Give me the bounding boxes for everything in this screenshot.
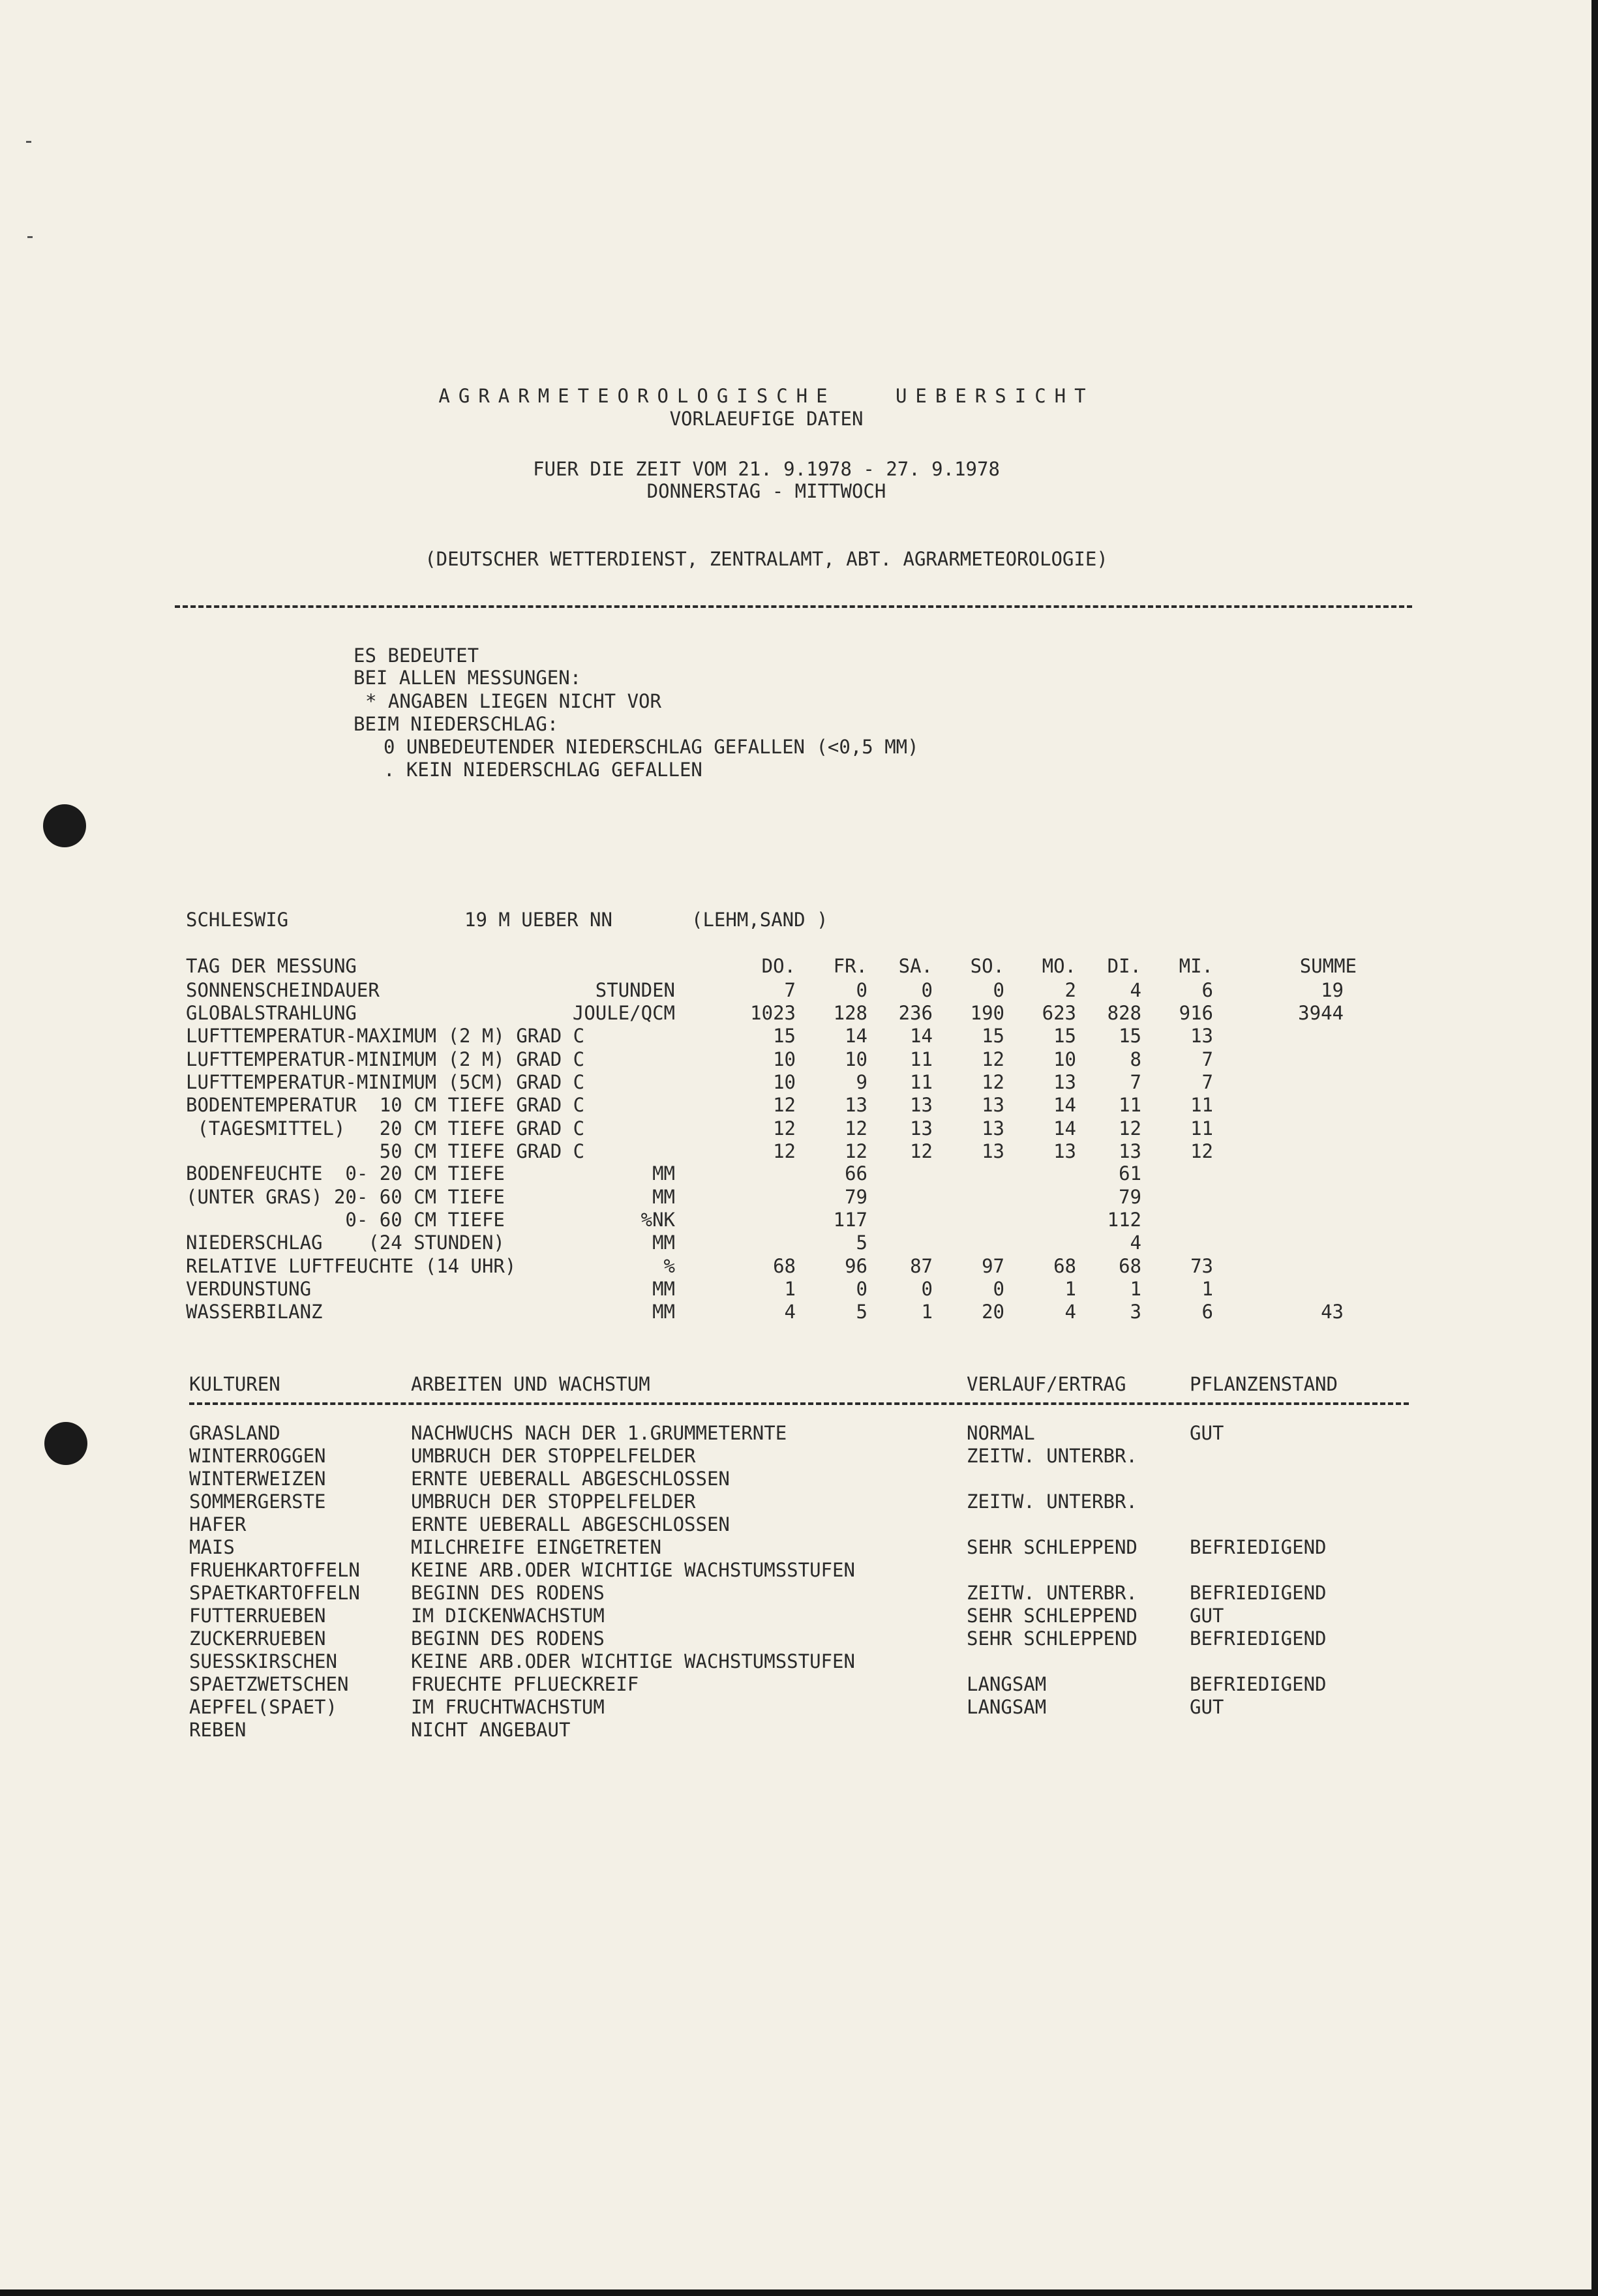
crop-work: ERNTE UEBERALL ABGESCHLOSSEN <box>411 1468 730 1490</box>
crop-name: WINTERROGGEN <box>189 1445 326 1467</box>
crop-name: AEPFEL(SPAET) <box>189 1696 337 1718</box>
crop-name: HAFER <box>189 1513 247 1535</box>
row-label: LUFTTEMPERATUR-MINIMUM (5CM) GRAD C <box>186 1071 585 1093</box>
crop-name: WINTERWEIZEN <box>189 1468 326 1490</box>
report-weekdays: DONNERSTAG - MITTWOCH <box>646 480 886 502</box>
crop-name: ZUCKERRUEBEN <box>189 1627 326 1650</box>
crop-state: BEFRIEDIGEND <box>1190 1536 1327 1558</box>
row-unit: MM <box>652 1162 675 1185</box>
day-header: SA. <box>898 955 933 977</box>
crop-name: SOMMERGERSTE <box>189 1490 326 1513</box>
cell: 13 <box>1119 1140 1141 1162</box>
crop-progress: SEHR SCHLEPPEND <box>967 1536 1138 1558</box>
crop-work: IM FRUCHTWACHSTUM <box>411 1696 605 1718</box>
cell: 9 <box>856 1071 867 1093</box>
day-header: MI. <box>1179 955 1213 977</box>
cell: 13 <box>982 1140 1004 1162</box>
row-unit: JOULE/QCM <box>572 1002 675 1024</box>
cell: 79 <box>1119 1186 1141 1208</box>
crop-work: MILCHREIFE EINGETRETEN <box>411 1536 662 1558</box>
cell: 66 <box>845 1162 867 1185</box>
cell: 3 <box>1130 1301 1141 1323</box>
crop-name: SPAETKARTOFFELN <box>189 1582 360 1604</box>
cell: 15 <box>1119 1025 1141 1047</box>
cell: 117 <box>833 1209 867 1231</box>
cell: 12 <box>845 1140 867 1162</box>
cell: 5 <box>856 1231 867 1254</box>
crops-header-state: PFLANZENSTAND <box>1190 1373 1338 1395</box>
crop-work: BEGINN DES RODENS <box>411 1582 605 1604</box>
legend-line: . KEIN NIEDERSCHLAG GEFALLEN <box>384 759 702 781</box>
table-header-label: TAG DER MESSUNG <box>186 955 357 977</box>
cell: 12 <box>982 1048 1004 1070</box>
cell: 0 <box>921 1278 933 1300</box>
cell: 1 <box>784 1278 796 1300</box>
cell: 68 <box>773 1255 796 1277</box>
cell: 11 <box>1190 1117 1213 1140</box>
cell: 12 <box>910 1140 933 1162</box>
crop-work: UMBRUCH DER STOPPELFELDER <box>411 1445 696 1467</box>
legend-line: 0 UNBEDEUTENDER NIEDERSCHLAG GEFALLEN (<0,5 MM) <box>384 736 919 758</box>
cell: 79 <box>845 1186 867 1208</box>
cell: 12 <box>773 1140 796 1162</box>
row-label: LUFTTEMPERATUR-MAXIMUM (2 M) GRAD C <box>186 1025 585 1047</box>
cell: 0 <box>856 979 867 1001</box>
row-label: VERDUNSTUNG <box>186 1278 312 1300</box>
cell: 12 <box>982 1071 1004 1093</box>
crop-name: FRUEHKARTOFFELN <box>189 1559 360 1581</box>
cell: 11 <box>910 1071 933 1093</box>
row-label: NIEDERSCHLAG (24 STUNDEN) <box>186 1231 505 1254</box>
row-label: RELATIVE LUFTFEUCHTE (14 UHR) <box>186 1255 517 1277</box>
legend-line: ES BEDEUTET <box>354 644 479 667</box>
row-label: BODENFEUCHTE 0- 20 CM TIEFE <box>186 1162 505 1185</box>
crops-header-progress: VERLAUF/ERTRAG <box>967 1373 1126 1395</box>
day-header: FR. <box>833 955 867 977</box>
cell: 1 <box>1064 1278 1076 1300</box>
cell: 68 <box>1053 1255 1076 1277</box>
cell: 12 <box>773 1094 796 1116</box>
crops-header-work: ARBEITEN UND WACHSTUM <box>411 1373 650 1395</box>
row-unit: %NK <box>641 1209 675 1231</box>
crop-work: UMBRUCH DER STOPPELFELDER <box>411 1490 696 1513</box>
punch-hole-top <box>43 804 86 847</box>
row-label: SONNENSCHEINDAUER <box>186 979 380 1001</box>
cell: 0 <box>993 979 1004 1001</box>
row-unit: MM <box>652 1186 675 1208</box>
cell: 10 <box>773 1048 796 1070</box>
crop-state: GUT <box>1190 1696 1224 1718</box>
crop-progress: NORMAL <box>967 1422 1035 1444</box>
crop-progress: LANGSAM <box>967 1673 1047 1695</box>
cell: 236 <box>898 1002 933 1024</box>
day-header: DO. <box>761 955 796 977</box>
divider <box>175 605 1412 608</box>
row-label: 50 CM TIEFE GRAD C <box>186 1140 585 1162</box>
row-label: GLOBALSTRAHLUNG <box>186 1002 357 1024</box>
cell: 4 <box>1064 1301 1076 1323</box>
cell: 6 <box>1201 1301 1213 1323</box>
cell: 68 <box>1119 1255 1141 1277</box>
cell: 15 <box>982 1025 1004 1047</box>
crop-work: NICHT ANGEBAUT <box>411 1719 571 1741</box>
crop-name: GRASLAND <box>189 1422 280 1444</box>
cell-sum: 43 <box>1321 1301 1344 1323</box>
station-soil: (LEHM,SAND ) <box>691 909 828 931</box>
crop-work: NACHWUCHS NACH DER 1.GRUMMETERNTE <box>411 1422 787 1444</box>
crop-state: BEFRIEDIGEND <box>1190 1582 1327 1604</box>
cell: 4 <box>1130 979 1141 1001</box>
crop-name: SPAETZWETSCHEN <box>189 1673 349 1695</box>
crop-state: GUT <box>1190 1422 1224 1444</box>
cell: 128 <box>833 1002 867 1024</box>
cell: 96 <box>845 1255 867 1277</box>
crop-state: BEFRIEDIGEND <box>1190 1673 1327 1695</box>
cell: 11 <box>1190 1094 1213 1116</box>
cell-sum: 3944 <box>1298 1002 1344 1024</box>
row-label: BODENTEMPERATUR 10 CM TIEFE GRAD C <box>186 1094 585 1116</box>
crop-progress: SEHR SCHLEPPEND <box>967 1605 1138 1627</box>
cell: 15 <box>1053 1025 1076 1047</box>
row-unit: MM <box>652 1231 675 1254</box>
cell: 0 <box>993 1278 1004 1300</box>
crop-work: ERNTE UEBERALL ABGESCHLOSSEN <box>411 1513 730 1535</box>
cell: 13 <box>1053 1140 1076 1162</box>
cell: 10 <box>1053 1048 1076 1070</box>
cell: 623 <box>1042 1002 1076 1024</box>
cell: 13 <box>982 1117 1004 1140</box>
divider <box>189 1402 1409 1405</box>
crop-name: REBEN <box>189 1719 247 1741</box>
cell: 20 <box>982 1301 1004 1323</box>
cell: 7 <box>1130 1071 1141 1093</box>
crop-progress: LANGSAM <box>967 1696 1047 1718</box>
crop-work: FRUECHTE PFLUECKREIF <box>411 1673 639 1695</box>
day-header: DI. <box>1107 955 1141 977</box>
punch-hole-bottom <box>44 1422 87 1465</box>
cell: 73 <box>1190 1255 1213 1277</box>
cell: 14 <box>845 1025 867 1047</box>
station-name: SCHLESWIG <box>186 909 289 931</box>
legend-line: * ANGABEN LIEGEN NICHT VOR <box>365 690 661 712</box>
cell: 112 <box>1107 1209 1141 1231</box>
day-header: MO. <box>1042 955 1076 977</box>
cell-sum: 19 <box>1321 979 1344 1001</box>
legend-line: BEI ALLEN MESSUNGEN: <box>354 667 582 689</box>
cell: 87 <box>910 1255 933 1277</box>
row-label: (UNTER GRAS) 20- 60 CM TIEFE <box>186 1186 505 1208</box>
crop-name: MAIS <box>189 1536 235 1558</box>
cell: 4 <box>784 1301 796 1323</box>
crop-progress: ZEITW. UNTERBR. <box>967 1445 1138 1467</box>
cell: 10 <box>773 1071 796 1093</box>
cell: 190 <box>970 1002 1004 1024</box>
cell: 14 <box>1053 1117 1076 1140</box>
crop-name: SUESSKIRSCHEN <box>189 1650 337 1672</box>
crop-progress: ZEITW. UNTERBR. <box>967 1582 1138 1604</box>
row-unit: STUNDEN <box>595 979 675 1001</box>
cell: 12 <box>1190 1140 1213 1162</box>
cell: 6 <box>1201 979 1213 1001</box>
speck <box>27 236 33 238</box>
cell: 14 <box>1053 1094 1076 1116</box>
day-header: SO. <box>970 955 1004 977</box>
row-unit: MM <box>652 1278 675 1300</box>
crop-progress: ZEITW. UNTERBR. <box>967 1490 1138 1513</box>
crops-header-culture: KULTUREN <box>189 1373 280 1395</box>
cell: 61 <box>1119 1162 1141 1185</box>
cell: 97 <box>982 1255 1004 1277</box>
report-title: AGRARMETEOROLOGISCHE UEBERSICHT <box>438 385 1094 407</box>
legend-line: BEIM NIEDERSCHLAG: <box>354 713 559 735</box>
cell: 13 <box>982 1094 1004 1116</box>
cell: 15 <box>773 1025 796 1047</box>
cell: 1 <box>1130 1278 1141 1300</box>
crop-name: FUTTERRUEBEN <box>189 1605 326 1627</box>
row-label: WASSERBILANZ <box>186 1301 323 1323</box>
cell: 12 <box>773 1117 796 1140</box>
cell: 11 <box>910 1048 933 1070</box>
cell: 11 <box>1119 1094 1141 1116</box>
cell: 7 <box>784 979 796 1001</box>
cell: 0 <box>921 979 933 1001</box>
crop-work: KEINE ARB.ODER WICHTIGE WACHSTUMSSTUFEN <box>411 1650 855 1672</box>
report-source: (DEUTSCHER WETTERDIENST, ZENTRALAMT, ABT. AGRARMETEOROLOGIE) <box>425 548 1108 570</box>
cell: 828 <box>1107 1002 1141 1024</box>
cell: 916 <box>1179 1002 1213 1024</box>
sum-header: SUMME <box>1299 955 1357 977</box>
report-subtitle: VORLAEUFIGE DATEN <box>669 408 864 430</box>
row-label: (TAGESMITTEL) 20 CM TIEFE GRAD C <box>186 1117 585 1140</box>
report-period: FUER DIE ZEIT VOM 21. 9.1978 - 27. 9.1978 <box>533 458 1000 480</box>
row-label: 0- 60 CM TIEFE <box>186 1209 505 1231</box>
cell: 7 <box>1201 1071 1213 1093</box>
cell: 10 <box>845 1048 867 1070</box>
cell: 5 <box>856 1301 867 1323</box>
cell: 8 <box>1130 1048 1141 1070</box>
crop-work: KEINE ARB.ODER WICHTIGE WACHSTUMSSTUFEN <box>411 1559 855 1581</box>
cell: 13 <box>910 1094 933 1116</box>
row-unit: % <box>663 1255 675 1277</box>
crop-work: BEGINN DES RODENS <box>411 1627 605 1650</box>
cell: 13 <box>1053 1071 1076 1093</box>
cell: 12 <box>1119 1117 1141 1140</box>
cell: 12 <box>845 1117 867 1140</box>
crop-state: GUT <box>1190 1605 1224 1627</box>
station-elevation: 19 M UEBER NN <box>464 909 612 931</box>
cell: 13 <box>910 1117 933 1140</box>
cell: 13 <box>845 1094 867 1116</box>
cell: 1023 <box>750 1002 796 1024</box>
crop-state: BEFRIEDIGEND <box>1190 1627 1327 1650</box>
row-label: LUFTTEMPERATUR-MINIMUM (2 M) GRAD C <box>186 1048 585 1070</box>
cell: 1 <box>1201 1278 1213 1300</box>
crop-progress: SEHR SCHLEPPEND <box>967 1627 1138 1650</box>
speck <box>26 141 31 143</box>
cell: 2 <box>1064 979 1076 1001</box>
cell: 4 <box>1130 1231 1141 1254</box>
cell: 7 <box>1201 1048 1213 1070</box>
cell: 0 <box>856 1278 867 1300</box>
crop-work: IM DICKENWACHSTUM <box>411 1605 605 1627</box>
row-unit: MM <box>652 1301 675 1323</box>
cell: 1 <box>921 1301 933 1323</box>
cell: 14 <box>910 1025 933 1047</box>
cell: 13 <box>1190 1025 1213 1047</box>
